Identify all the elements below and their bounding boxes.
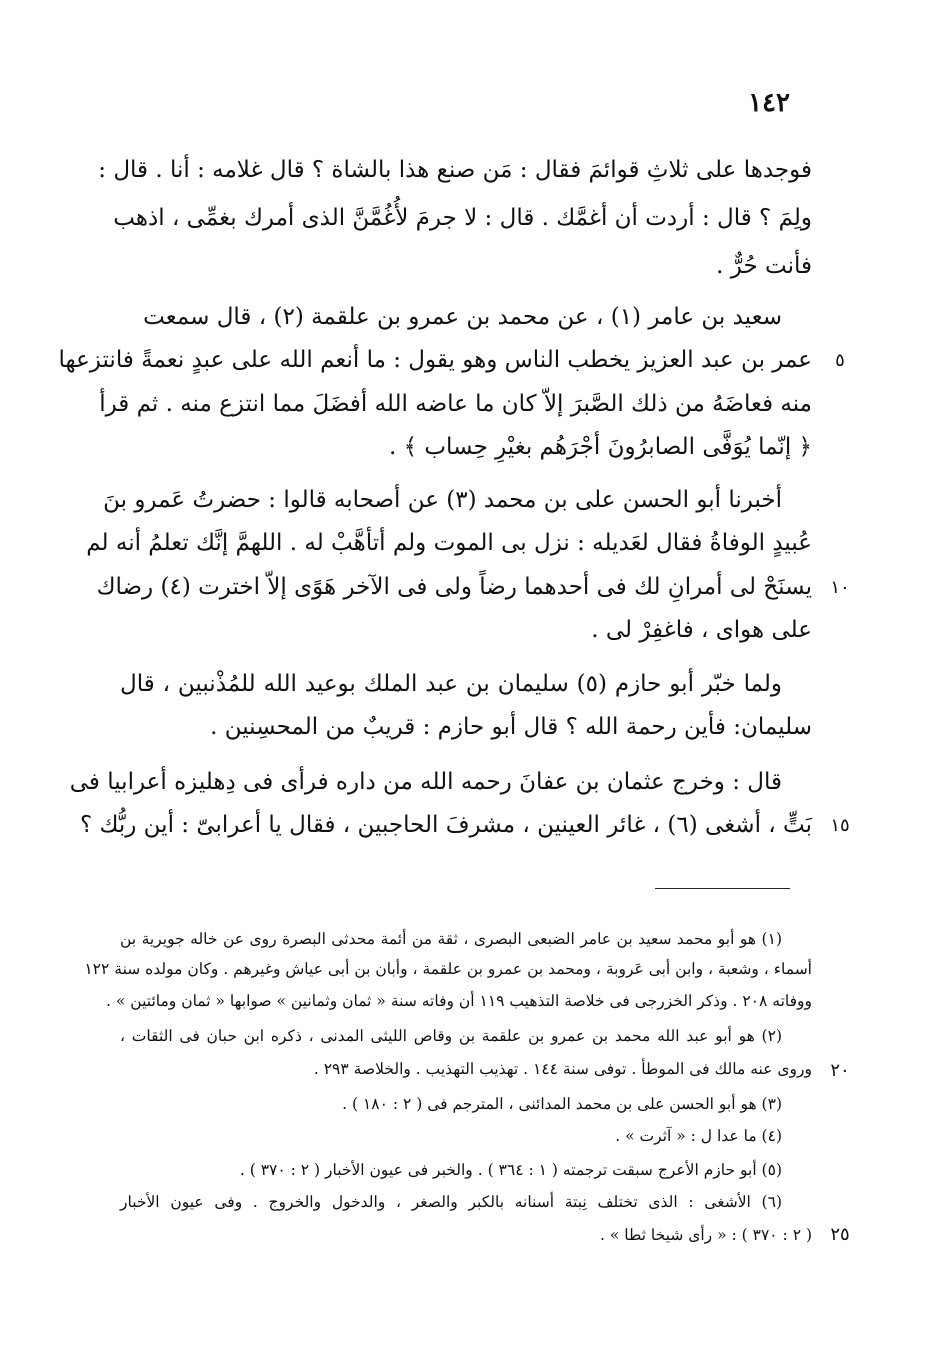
body-line: منه فعاضَهُ من ذلك الصَّبرَ إلاّ كان ما عاضه الله أفضَلَ مما انتزع منه . ثم قرأ [99, 391, 812, 417]
body-line: أخبرنا أبو الحسن على بن محمد (٣) عن أصحابه قالوا : حضرتُ عَمرو بنَ [103, 487, 782, 513]
footnote-line: أسماء ، وشعبة ، وابن أبى عَروبة ، ومحمد بن عمرو بن علقمة ، وأبان بن أبى عياش وغيرهم . وكان مولده سنة ١٢٢ [84, 960, 812, 978]
body-line: فوجدها على ثلاثِ قوائمَ فقال : مَن صنع هذا بالشاة ؟ قال غلامه : أنا . قال : [98, 157, 812, 183]
body-line: ﴿ إنّما يُوَفَّى الصابرُونَ أجْرَهُم بغيْرِ حِساب ﴾ . [389, 434, 812, 460]
margin-line-number: ٢٠ [830, 1060, 850, 1081]
body-line: قال : وخرج عثمان بن عفانَ رحمه الله من داره فرأى فى دِهليزه أعرابيا فى [69, 769, 782, 795]
body-line: بَتٍّ ، أشغى (٦) ، غائر العينين ، مشرفَ الحاجبين ، فقال يا أعرابىّ : أين ربُّك ؟ [79, 812, 812, 838]
page-number: ١٤٢ [748, 88, 790, 118]
footnote-line: (١) هو أبو محمد سعيد بن عامر الضبعى البصرى ، ثقة من أئمة محدثى البصرة روى عن خاله جويرية بن [120, 930, 782, 948]
body-line: على هواى ، فاغفِرْ لى . [591, 617, 812, 643]
footnote-line: (٦) الأشغى : الذى تختلف نِبتة أسنانه بالكبر والصغر ، والدخول والخروج . وفى عيون الأخبار [120, 1193, 782, 1211]
footnote-line: (٤) ما عدا ل : « آثرت » . [615, 1127, 782, 1145]
footnote-line: ووفاته ٢٠٨ . وذكر الخزرجى فى خلاصة التذهيب ١١٩ أن وفاته سنة « ثمان وثمانين » صوابها « ثمان ومائتين » . [106, 992, 812, 1010]
margin-line-number: ١٠ [830, 577, 850, 598]
margin-line-number: ١٥ [830, 815, 850, 836]
margin-line-number: ٥ [835, 350, 845, 371]
footnote-line: (٥) أبو حازم الأعرج سبقت ترجمته ( ١ : ٣٦٤ ) . والخبر فى عيون الأخبار ( ٢ : ٣٧٠ ) . [239, 1161, 782, 1179]
footnote-separator [655, 888, 790, 889]
body-line: ولما خبّر أبو حازم (٥) سليمان بن عبد الملك بوعيد الله للمُذْنبين ، قال [120, 671, 783, 697]
body-line: عمر بن عبد العزيز يخطب الناس وهو يقول : ما أنعم الله على عبدٍ نعمةً فانتزعها [58, 347, 812, 373]
footnote-line: (٢) هو أبو عبد الله محمد بن عمرو بن علقمة بن وقاص الليثى المدنى ، ذكره ابن حبان فى الثقات ، [120, 1027, 782, 1045]
body-line: سعيد بن عامر (١) ، عن محمد بن عمرو بن علقمة (٢) ، قال سمعت [143, 304, 782, 330]
margin-line-number: ٢٥ [830, 1224, 850, 1245]
body-line: يسنَحْ لى أمرانِ لك فى أحدهما رضاً ولى فى الآخر هَوًى إلاّ اخترت (٤) رضاك [96, 574, 812, 600]
body-line: ولِمَ ؟ قال : أردت أن أغمَّك . قال : لا جرمَ لأُغُمَّنَّ الذى أمرك بغمِّى ، اذهب [113, 205, 812, 231]
footnote-line: ( ٢ : ٣٧٠ ) : « رأى شيخا ثطا » . [599, 1226, 812, 1244]
footnote-line: (٣) هو أبو الحسن على بن محمد المدائنى ، المترجم فى ( ٢ : ١٨٠ ) . [342, 1095, 782, 1113]
body-line: سليمان: فأين رحمة الله ؟ قال أبو حازم : قريبٌ من المحسِنين . [210, 714, 812, 740]
body-line: فأنت حُرٌّ . [716, 253, 812, 279]
body-line: عُبيدٍ الوفاةُ فقال لعَديله : نزل بى الموت ولم أتأهَّبْ له . اللهمَّ إنَّك تعلمُ أنه لم [86, 530, 812, 556]
footnote-line: وروى عنه مالك فى الموطأ . توفى سنة ١٤٤ . تهذيب التهذيب . والخلاصة ٢٩٣ . [313, 1060, 812, 1078]
